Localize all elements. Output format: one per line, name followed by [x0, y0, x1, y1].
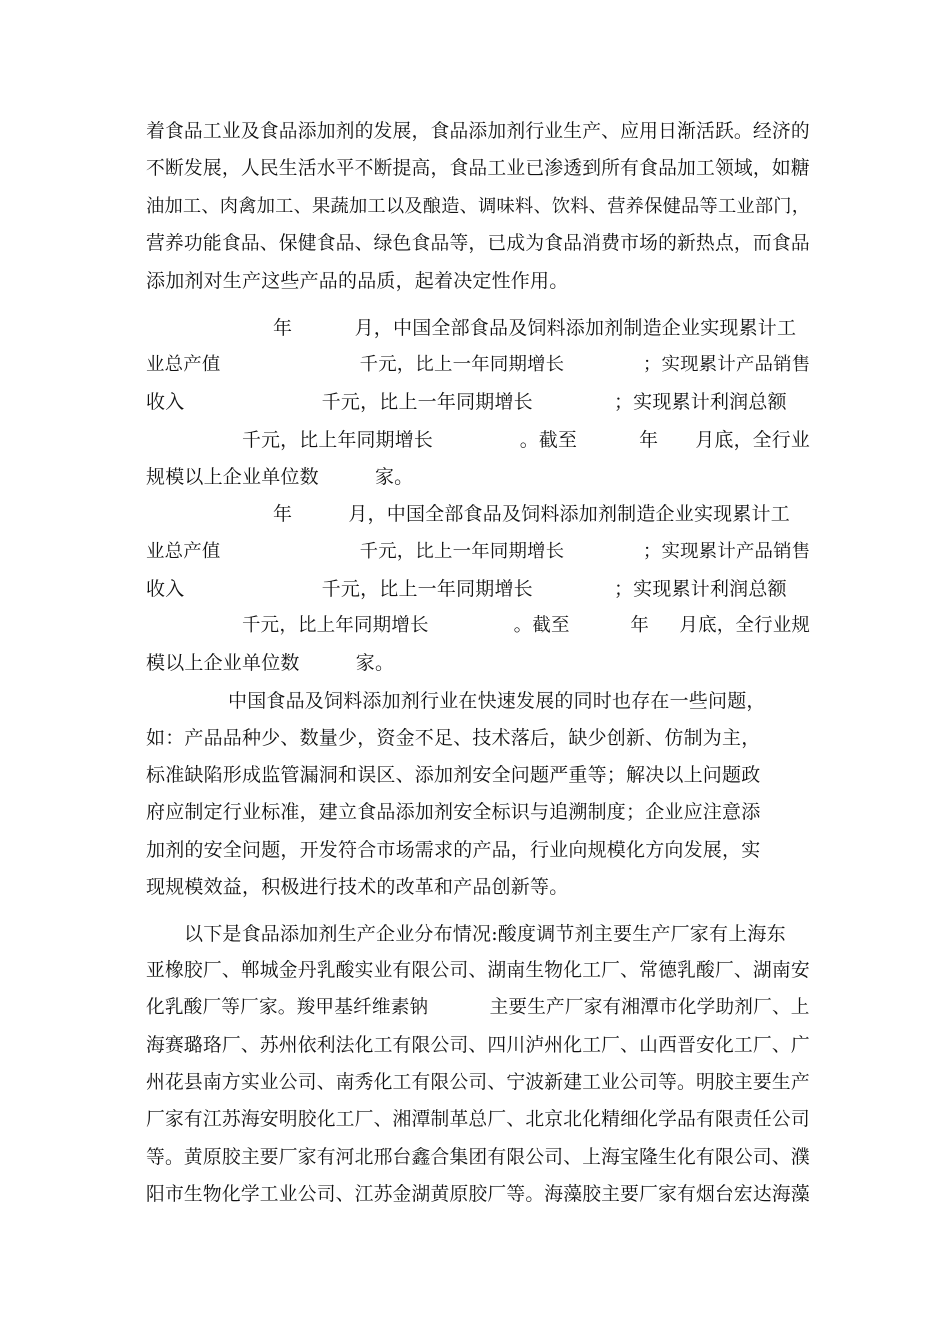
- text-line: 如：产品品种少、数量少，资金不足、技术落后，缺少创新、仿制为主，: [146, 727, 761, 749]
- text-line: 着食品工业及食品添加剂的发展，食品添加剂行业生产、应用日渐活跃。经济的: [146, 121, 810, 142]
- text-line: 规模以上企业单位数 家。: [146, 466, 414, 488]
- text-line: 收入 千元，比上一年同期增长 ；实现累计利润总额: [146, 391, 787, 413]
- text-line: 海赛璐珞厂、苏州依利法化工有限公司、四川泸州化工厂、山西晋安化工厂、广: [146, 1035, 810, 1056]
- text-line: 现规模效益，积极进行技术的改革和产品创新等。: [146, 876, 569, 898]
- text-line: 业总产值 千元，比上一年同期增长 ；实现累计产品销售: [146, 541, 811, 562]
- text-line: 油加工、肉禽加工、果蔬加工以及酿造、调味料、饮料、营养保健品等工业部门，: [146, 196, 811, 217]
- text-line: 厂家有江苏海安明胶化工厂、湘潭制革总厂、北京北化精细化学品有限责任公司: [146, 1109, 810, 1130]
- text-line: 府应制定行业标准，建立食品添加剂安全标识与追溯制度；企业应注意添: [146, 801, 761, 823]
- text-line: 业总产值 千元，比上一年同期增长 ；实现累计产品销售: [146, 354, 811, 375]
- text-line: 营养功能食品、保健食品、绿色食品等，已成为食品消费市场的新热点，而食品: [146, 233, 810, 254]
- text-line: 千元，比上年同期增长 。截至 年 月底，全行业规: [242, 615, 811, 636]
- text-line: 亚橡胶厂、郸城金丹乳酸实业有限公司、湖南生物化工厂、常德乳酸厂、湖南安: [146, 960, 810, 981]
- text-line: 加剂的安全问题，开发符合市场需求的产品，行业向规模化方向发展，实: [146, 839, 761, 861]
- text-line: 化乳酸厂等厂家。羧甲基纤维素钠 主要生产厂家有湘潭市化学助剂厂、上: [146, 997, 810, 1018]
- text-line: 州花县南方实业公司、南秀化工有限公司、宁波新建工业公司等。明胶主要生产: [146, 1072, 810, 1093]
- text-line: 中国食品及饲料添加剂行业在快速发展的同时也存在一些问题，: [228, 690, 766, 712]
- text-line: 标准缺陷形成监管漏洞和误区、添加剂安全问题严重等；解决以上问题政: [146, 764, 761, 786]
- text-line: 模以上企业单位数 家。: [146, 652, 395, 674]
- text-line: 等。黄原胶主要厂家有河北邢台鑫合集团有限公司、上海宝隆生化有限公司、濮: [146, 1147, 810, 1168]
- text-line: 添加剂对生产这些产品的品质，起着决定性作用。: [146, 270, 569, 292]
- text-line: 不断发展，人民生活水平不断提高，食品工业已渗透到所有食品加工领域，如糖: [146, 158, 810, 179]
- text-line: 千元，比上年同期增长 。截至 年 月底，全行业: [242, 429, 810, 451]
- text-line: 阳市生物化学工业公司、江苏金湖黄原胶厂等。海藻胶主要厂家有烟台宏达海藻: [146, 1184, 810, 1205]
- text-line: 年 月，中国全部食品及饲料添加剂制造企业实现累计工: [273, 503, 790, 525]
- text-line: 以下是食品添加剂生产企业分布情况:酸度调节剂主要生产厂家有上海东: [184, 923, 786, 945]
- text-line: 年 月，中国全部食品及饲料添加剂制造企业实现累计工: [273, 317, 797, 339]
- text-line: 收入 千元，比上一年同期增长 ；实现累计利润总额: [146, 578, 787, 600]
